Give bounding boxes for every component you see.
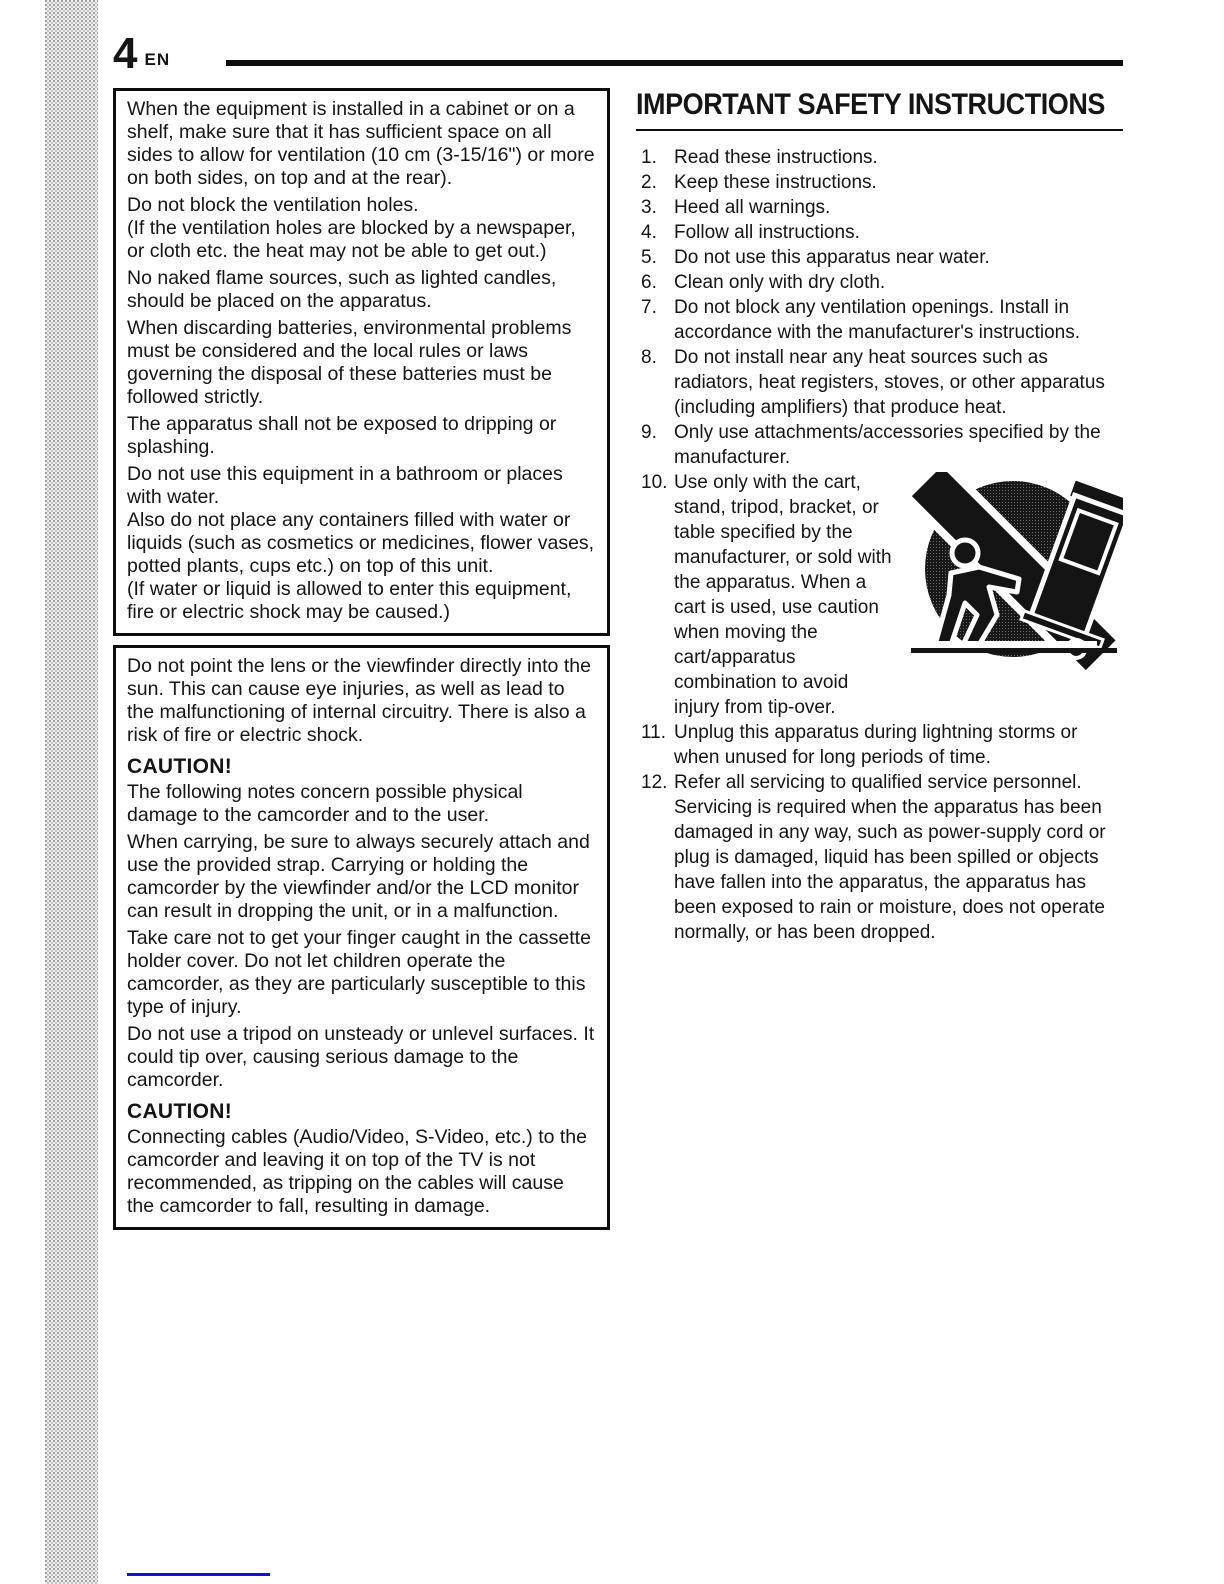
list-item-text: Heed all warnings. [674,197,831,218]
list-item-text: Keep these instructions. [674,172,877,193]
list-item-text: Do not block any ventilation openings. Install in accordance with the manufacturer's instructions. [674,297,1080,343]
paragraph: Do not point the lens or the viewfinder directly into the sun. This can cause eye injuries, as well as lead to the malfunctioning of internal circuitry. There is also a risk of fire or electric shock. [127,655,591,746]
list-item [636,270,1123,295]
paragraph: Also do not place any containers filled with water or liquids (such as cosmetics or medicines, flower vases, potted plants, cups etc.) on top of this unit. [127,509,595,577]
list-item [636,770,1123,945]
caution-heading: CAUTION! [127,755,233,778]
paragraph: When the equipment is installed in a cabinet or on a shelf, make sure that it has sufficient space on all sides to allow for ventilation (10 cm (3-15/16") or more on both sides, on top and at the rear). [127,98,595,189]
left-column [113,88,610,1230]
list-item-text: Refer all servicing to qualified service personnel. Servicing is required when the apparatus has been damaged in any way, such as power-supply cord or plug is damaged, liquid has been spilled or objects have fallen into the apparatus, the apparatus has been exposed to rain or moisture, does not operate normally, or has been dropped. [674,772,1106,943]
list-item-text: Only use attachments/accessories specified by the manufacturer. [674,422,1101,468]
footer-blue-line [127,1573,270,1576]
page-number: 4 [113,29,138,78]
header-rule [226,60,1123,66]
camcorder-caution-box [113,645,610,1230]
list-item [636,720,1123,770]
list-item [636,470,1123,720]
paragraph: Connecting cables (Audio/Video, S-Video, etc.) to the camcorder and leaving it on top of the TV is not recommended, as tripping on the cables will cause the camcorder to fall, resulting in damage. [127,1126,587,1217]
language-code: EN [144,50,171,69]
paragraph: The following notes concern possible physical damage to the camcorder and to the user. [127,781,523,826]
binding-edge-texture [45,0,98,1584]
paragraph: The apparatus shall not be exposed to dripping or splashing. [127,413,557,458]
caution-heading: CAUTION! [127,1100,233,1123]
list-item-text: Clean only with dry cloth. [674,272,886,293]
list-item [636,295,1123,345]
paragraph: When carrying, be sure to always securely attach and use the provided strap. Carrying or holding the camcorder by the viewfinder and/or the LCD monitor can result in dropping the unit, or in a malfunction. [127,831,590,922]
paragraph: When discarding batteries, environmental problems must be considered and the local rules or laws governing the disposal of these batteries must be followed strictly. [127,317,572,408]
section-title: IMPORTANT SAFETY INSTRUCTIONS [636,88,1123,131]
page-content [113,30,1123,1230]
list-item [636,145,1123,170]
paragraph: No naked flame sources, such as lighted candles, should be placed on the apparatus. [127,267,557,312]
paragraph: Take care not to get your finger caught in the cassette holder cover. Do not let children operate the camcorder, as they are particularly susceptible to this type of injury. [127,927,591,1018]
ventilation-safety-box [113,88,610,636]
list-item-text: Read these instructions. [674,147,878,168]
two-column-layout [113,88,1123,1230]
paragraph: (If the ventilation holes are blocked by a newspaper, or cloth etc. the heat may not be able to get out.) [127,217,576,262]
list-item-text: Do not use this apparatus near water. [674,247,990,268]
paragraph: Do not use this equipment in a bathroom or places with water. [127,463,563,508]
list-item [636,245,1123,270]
paragraph: Do not use a tripod on unsteady or unlevel surfaces. It could tip over, causing serious damage to the camcorder. [127,1023,595,1091]
list-item [636,195,1123,220]
list-item [636,345,1123,420]
list-item [636,220,1123,245]
list-item [636,170,1123,195]
right-column [636,88,1123,1230]
list-item-text: Unplug this apparatus during lightning storms or when unused for long periods of time. [674,722,1078,768]
list-item [636,420,1123,470]
list-item-text: Do not install near any heat sources such as radiators, heat registers, stoves, or other apparatus (including amplifiers) that produce heat. [674,347,1105,418]
page-header [113,29,1123,78]
safety-instructions-list [636,145,1123,945]
paragraph: (If water or liquid is allowed to enter this equipment, fire or electric shock may be caused.) [127,578,572,623]
list-item-text: Follow all instructions. [674,222,860,243]
paragraph: Do not block the ventilation holes. [127,194,419,216]
cart-tip-over-warning-icon [905,472,1123,680]
list-item-text: Use only with the cart, stand, tripod, bracket, or table specified by the manufacturer, or sold with the apparatus. When a cart is used, use caution when moving the cart/apparatus combination to avoid injury from tip-over. [674,472,892,718]
